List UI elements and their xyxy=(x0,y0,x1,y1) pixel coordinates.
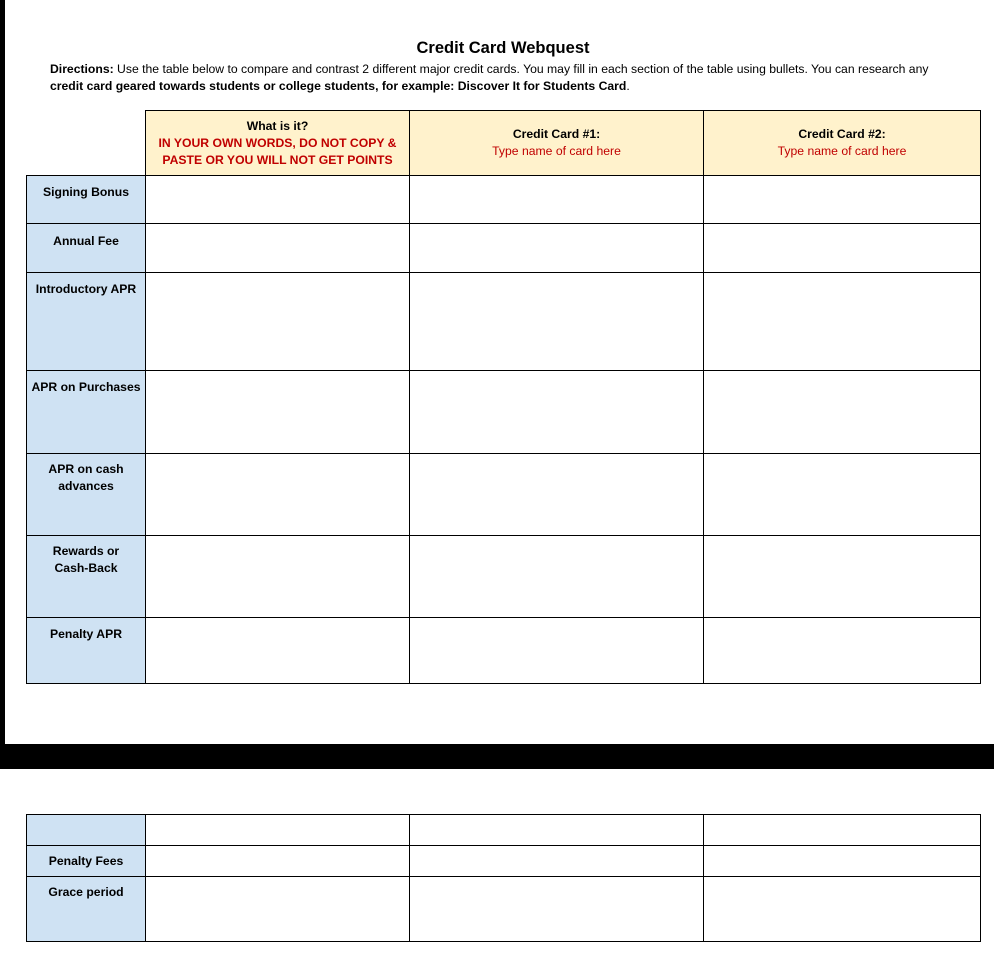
document-title: Credit Card Webquest xyxy=(416,39,590,57)
cell-penalty-fees-card1[interactable] xyxy=(410,846,704,877)
cell-penalty-apr-card1[interactable] xyxy=(410,618,704,684)
cell-signing-bonus-card2[interactable] xyxy=(704,176,981,224)
cell-apr-purchases-card2[interactable] xyxy=(704,371,981,454)
cell-rewards-card2[interactable] xyxy=(704,536,981,618)
credit-card-1-title: Credit Card #1: xyxy=(512,127,601,141)
directions-paragraph xyxy=(50,61,950,95)
table-row xyxy=(27,371,981,454)
cell-annual-fee-card1[interactable] xyxy=(410,224,704,273)
cell-blank-card2[interactable] xyxy=(704,815,981,846)
cell-penalty-fees-card2[interactable] xyxy=(704,846,981,877)
table-row xyxy=(27,454,981,536)
row-label-signing-bonus: Signing Bonus xyxy=(27,176,146,224)
cell-apr-purchases-what[interactable] xyxy=(146,371,410,454)
row-label-apr-on-cash-advances: APR on cash advances xyxy=(27,454,146,536)
credit-card-2-hint[interactable]: Type name of card here xyxy=(777,144,907,158)
comparison-table-continued xyxy=(26,814,981,942)
directions-text: Use the table below to compare and contrast 2 different major credit cards. You may fill in each section of the table using bullets. You can research any xyxy=(113,62,929,76)
credit-card-2-title: Credit Card #2: xyxy=(798,127,886,141)
cell-grace-period-card1[interactable] xyxy=(410,877,704,942)
header-corner xyxy=(27,111,146,176)
table-row xyxy=(27,273,981,371)
row-label-penalty-apr: Penalty APR xyxy=(27,618,146,684)
row-label-grace-period: Grace period xyxy=(27,877,146,942)
directions-label: Directions: xyxy=(50,62,114,76)
table-row xyxy=(27,877,981,942)
table-row xyxy=(27,224,981,273)
row-label-blank xyxy=(27,815,146,846)
credit-card-1-hint[interactable]: Type name of card here xyxy=(492,144,621,158)
table-row xyxy=(27,176,981,224)
row-label-annual-fee: Annual Fee xyxy=(27,224,146,273)
table-row xyxy=(27,815,981,846)
own-words-warning: IN YOUR OWN WORDS, DO NOT COPY & PASTE OR YOU WILL NOT GET POINTS xyxy=(158,135,397,167)
cell-rewards-card1[interactable] xyxy=(410,536,704,618)
cell-apr-cash-advances-what[interactable] xyxy=(146,454,410,536)
cell-signing-bonus-card1[interactable] xyxy=(410,176,704,224)
cell-penalty-fees-what[interactable] xyxy=(146,846,410,877)
cell-apr-purchases-card1[interactable] xyxy=(410,371,704,454)
cell-apr-cash-advances-card1[interactable] xyxy=(410,454,704,536)
cell-introductory-apr-what[interactable] xyxy=(146,273,410,371)
row-label-rewards-cash-back: Rewards or Cash-Back xyxy=(27,536,146,618)
table-row xyxy=(27,536,981,618)
cell-blank-what[interactable] xyxy=(146,815,410,846)
cell-annual-fee-what[interactable] xyxy=(146,224,410,273)
cell-rewards-what[interactable] xyxy=(146,536,410,618)
row-label-apr-on-purchases: APR on Purchases xyxy=(27,371,146,454)
cell-introductory-apr-card1[interactable] xyxy=(410,273,704,371)
comparison-table xyxy=(26,110,981,684)
header-what-is-it xyxy=(146,111,410,176)
cell-introductory-apr-card2[interactable] xyxy=(704,273,981,371)
directions-example: credit card geared towards students or college students, for example: Discover It for Students Card xyxy=(50,79,627,93)
left-margin-bar xyxy=(0,0,5,744)
cell-grace-period-what[interactable] xyxy=(146,877,410,942)
table-header-row xyxy=(27,111,981,176)
cell-penalty-apr-what[interactable] xyxy=(146,618,410,684)
table-row xyxy=(27,846,981,877)
row-label-introductory-apr: Introductory APR xyxy=(27,273,146,371)
cell-annual-fee-card2[interactable] xyxy=(704,224,981,273)
what-is-it-title: What is it? xyxy=(246,118,309,133)
row-label-penalty-fees: Penalty Fees xyxy=(27,846,146,877)
header-credit-card-2 xyxy=(704,111,981,176)
header-credit-card-1 xyxy=(410,111,704,176)
cell-signing-bonus-what[interactable] xyxy=(146,176,410,224)
table-row xyxy=(27,618,981,684)
cell-grace-period-card2[interactable] xyxy=(704,877,981,942)
page-break xyxy=(5,744,994,769)
cell-penalty-apr-card2[interactable] xyxy=(704,618,981,684)
cell-blank-card1[interactable] xyxy=(410,815,704,846)
directions-end: . xyxy=(626,79,630,93)
cell-apr-cash-advances-card2[interactable] xyxy=(704,454,981,536)
